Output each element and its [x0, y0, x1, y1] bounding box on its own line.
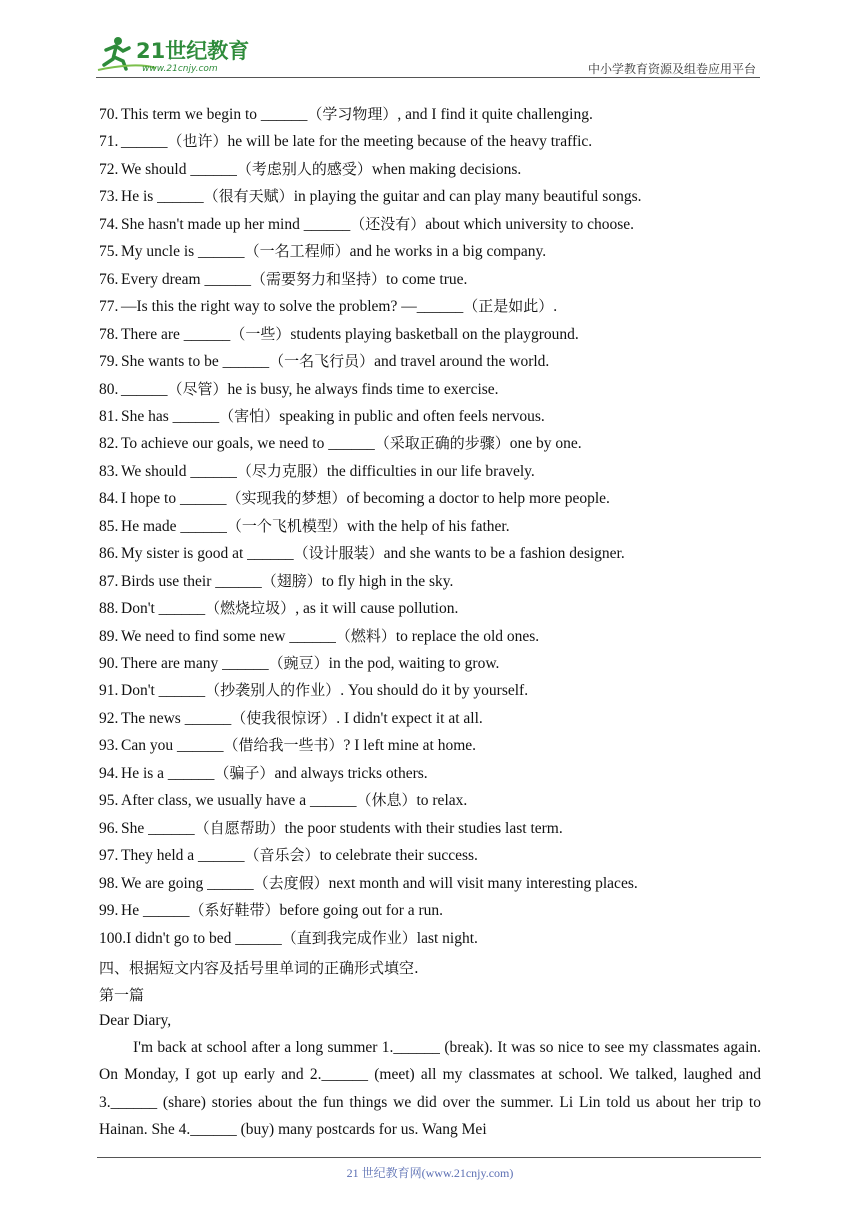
- question-number: 84.: [99, 490, 119, 508]
- question-number: 96.: [99, 819, 119, 837]
- chinese-hint: （实现我的梦想）: [226, 489, 347, 508]
- question-line: [99, 185, 642, 207]
- question-text-before: We are going ______: [121, 874, 254, 892]
- question-number: 97.: [99, 847, 119, 865]
- question-text-after: to replace the old ones.: [395, 627, 540, 645]
- question-number: 83.: [99, 462, 119, 480]
- question-text-after: speaking in public and often feels nervous.: [279, 407, 545, 425]
- question-text-after: and she wants to be a fashion designer.: [383, 545, 625, 563]
- question-text-before: She wants to be ______: [121, 353, 270, 371]
- question-text-before: My sister is good at ______: [121, 545, 294, 563]
- question-text-before: She hasn't made up her mind ______: [121, 215, 351, 233]
- question-text-before: We should ______: [121, 160, 237, 178]
- chinese-hint: （自愿帮助）: [194, 818, 285, 837]
- footer-divider: [97, 1157, 761, 1158]
- platform-label: 中小学教育资源及组卷应用平台: [587, 62, 756, 76]
- header-divider: [96, 77, 760, 78]
- question-text-before: He is ______: [121, 188, 204, 206]
- question-text-before: Birds use their ______: [121, 572, 262, 590]
- section-title: 四、根据短文内容及括号里单词的正确形式填空.: [99, 959, 419, 977]
- question-text-after: in the pod, waiting to grow.: [328, 655, 500, 672]
- chinese-hint: （很有天赋）: [203, 187, 294, 206]
- question-text-before: We need to find some new ______: [121, 627, 336, 645]
- chinese-hint: （需要努力和坚持）: [251, 269, 387, 288]
- question-line: [99, 652, 499, 674]
- question-number: 85.: [99, 517, 119, 535]
- question-line: [99, 432, 582, 454]
- chinese-hint: （尽管）: [167, 379, 228, 398]
- question-number: 70.: [99, 106, 119, 123]
- question-text-after: next month and will visit many interesting places.: [328, 874, 638, 892]
- question-text-before: We should ______: [121, 462, 237, 480]
- question-text-after: in playing the guitar and can play many beautiful songs.: [293, 188, 642, 206]
- chinese-hint: （尽力克服）: [236, 461, 327, 480]
- chinese-hint: （设计服装）: [293, 544, 384, 563]
- chinese-hint: （也许）: [167, 132, 228, 151]
- question-text-after: . I didn't expect it at all.: [336, 709, 483, 727]
- question-line: [99, 323, 579, 345]
- question-line: [99, 899, 443, 921]
- question-text-after: and travel around the world.: [374, 353, 550, 371]
- question-line: [99, 158, 521, 180]
- question-number: 73.: [99, 188, 119, 206]
- chinese-hint: （翅膀）: [261, 571, 322, 590]
- chinese-hint: （去度假）: [253, 873, 329, 892]
- page-footer: 21 世纪教育网(www.21cnjy.com): [346, 1166, 514, 1180]
- chinese-hint: （正是如此）: [463, 297, 554, 316]
- question-number: 93.: [99, 737, 119, 755]
- question-line: [99, 213, 634, 235]
- question-text-after: and always tricks others.: [274, 764, 428, 782]
- question-line: [99, 103, 593, 125]
- chinese-hint: （使我很惊讶）: [231, 708, 337, 727]
- question-text-after: to come true.: [386, 270, 468, 288]
- question-line: [99, 240, 546, 262]
- question-text-after: one by one.: [509, 435, 582, 453]
- chinese-hint: （燃料）: [335, 626, 396, 645]
- site-logo: [96, 34, 266, 74]
- svg-text:21世纪教育: 21世纪教育: [136, 39, 250, 63]
- question-line: [99, 844, 478, 866]
- question-number: 100.: [99, 929, 127, 947]
- question-line: [99, 542, 625, 564]
- question-text-before: I didn't go to bed ______: [126, 929, 282, 947]
- question-text-before: They held a ______: [121, 847, 245, 865]
- question-number: 90.: [99, 655, 119, 672]
- chinese-hint: （抄袭别人的作业）: [205, 681, 341, 700]
- question-text-before: Don't ______: [121, 682, 206, 700]
- question-number: 75.: [99, 243, 119, 261]
- chinese-hint: （一名飞行员）: [269, 352, 375, 371]
- question-text-after: the poor students with their studies last term.: [284, 819, 563, 837]
- chinese-hint: （还没有）: [350, 214, 426, 233]
- question-line: [99, 679, 528, 701]
- question-number: 77.: [99, 298, 119, 316]
- question-text-before: Can you ______: [121, 737, 224, 755]
- question-text-after: he is busy, he always finds time to exercise.: [227, 380, 499, 398]
- question-number: 82.: [99, 435, 119, 453]
- chinese-hint: （休息）: [356, 791, 417, 810]
- question-text-after: to celebrate their success.: [319, 847, 478, 865]
- question-line: [99, 927, 478, 949]
- question-line: [99, 130, 592, 152]
- question-text-after: when making decisions.: [371, 160, 522, 178]
- question-number: 91.: [99, 682, 119, 700]
- question-line: [99, 817, 563, 839]
- chinese-hint: （借给我一些书）: [223, 736, 344, 755]
- question-text-after: before going out for a run.: [279, 902, 444, 920]
- question-text-after: he will be late for the meeting because of the heavy traffic.: [227, 133, 593, 151]
- question-line: [99, 625, 539, 647]
- chinese-hint: （豌豆）: [268, 654, 329, 672]
- question-text-before: ______: [121, 380, 168, 398]
- runner-logo-icon: [96, 34, 266, 74]
- question-line: [99, 570, 453, 592]
- question-text-after: , as it will cause pollution.: [295, 600, 459, 618]
- chinese-hint: （害怕）: [219, 406, 280, 425]
- question-text-after: last night.: [416, 929, 478, 947]
- question-number: 99.: [99, 902, 119, 920]
- page-header: [96, 30, 760, 78]
- question-text-after: to relax.: [416, 792, 468, 810]
- question-text-after: , and I find it quite challenging.: [397, 106, 593, 123]
- chinese-hint: （考虑别人的感受）: [236, 159, 372, 178]
- question-number: 88.: [99, 600, 119, 618]
- question-text-before: She ______: [121, 819, 195, 837]
- question-text-before: I hope to ______: [121, 490, 227, 508]
- question-line: [99, 515, 510, 537]
- question-text-after: to fly high in the sky.: [321, 572, 454, 590]
- question-text-after: .: [553, 298, 558, 316]
- question-number: 79.: [99, 353, 119, 371]
- chinese-hint: （采取正确的步骤）: [374, 434, 510, 453]
- question-text-before: There are many ______: [121, 655, 269, 672]
- question-number: 74.: [99, 215, 119, 233]
- question-line: [99, 789, 467, 811]
- question-line: [99, 762, 428, 784]
- chinese-hint: （一些）: [230, 324, 291, 343]
- question-text-before: She has ______: [121, 407, 220, 425]
- chinese-hint: （一名工程师）: [244, 242, 350, 261]
- question-number: 81.: [99, 407, 119, 425]
- question-text-before: There are ______: [121, 325, 231, 343]
- chinese-hint: （系好鞋带）: [189, 901, 280, 920]
- question-text-after: the difficulties in our life bravely.: [326, 462, 535, 480]
- question-number: 86.: [99, 545, 119, 563]
- question-text-before: He is a ______: [121, 764, 215, 782]
- question-text-before: ______: [121, 133, 168, 151]
- chinese-hint: （骗子）: [214, 763, 275, 782]
- chinese-hint: （学习物理）: [307, 105, 398, 123]
- question-text-before: —Is this the right way to solve the problem? —______: [121, 298, 464, 316]
- diary-paragraph: I'm back at school after a long summer 1.______ (break). It was so nice to see my classmates again. On Monday, I got up early and 2.______ (meet) all my classmates at school. We talked, laughed and 3.______ (share) stories about the fun things we did over the summer. Li Lin told us about her trip to Hainan. She 4.______ (buy) many postcards for us. Wang Mei: [99, 1039, 761, 1139]
- question-text-before: Every dream ______: [121, 270, 251, 288]
- question-number: 72.: [99, 160, 119, 178]
- question-text-after: students playing basketball on the playground.: [290, 325, 579, 343]
- question-number: 98.: [99, 874, 119, 892]
- question-number: 76.: [99, 270, 119, 288]
- question-text-before: This term we begin to ______: [121, 106, 308, 123]
- question-text-after: ? I left mine at home.: [343, 737, 477, 755]
- question-text-before: He made ______: [121, 517, 227, 535]
- question-line: [99, 460, 535, 482]
- question-text-before: After class, we usually have a ______: [121, 792, 357, 810]
- chinese-hint: （一个飞机模型）: [226, 516, 347, 535]
- question-text-before: Don't ______: [121, 600, 206, 618]
- question-text-after: . You should do it by yourself.: [340, 682, 529, 700]
- question-line: [99, 378, 499, 400]
- question-number: 89.: [99, 627, 119, 645]
- svg-text:www.21cnjy.com: www.21cnjy.com: [142, 64, 218, 74]
- question-line: [99, 350, 549, 372]
- question-number: 92.: [99, 709, 119, 727]
- chinese-hint: （燃烧垃圾）: [205, 599, 296, 618]
- diary-greeting: Dear Diary,: [99, 1012, 172, 1029]
- question-text-before: The news ______: [121, 709, 232, 727]
- chinese-hint: （直到我完成作业）: [281, 928, 417, 947]
- question-text-after: about which university to choose.: [425, 215, 635, 233]
- question-number: 87.: [99, 572, 119, 590]
- question-line: [99, 707, 483, 729]
- question-line: [99, 295, 557, 317]
- question-number: 78.: [99, 325, 119, 343]
- question-number: 80.: [99, 380, 119, 398]
- question-text-after: of becoming a doctor to help more people.: [346, 490, 610, 508]
- question-number: 95.: [99, 792, 119, 810]
- question-text-after: with the help of his father.: [346, 517, 510, 535]
- question-text-before: My uncle is ______: [121, 243, 245, 261]
- question-line: [99, 734, 476, 756]
- question-line: [99, 405, 545, 427]
- question-text-after: and he works in a big company.: [349, 243, 547, 261]
- question-line: [99, 597, 458, 619]
- question-number: 71.: [99, 133, 119, 151]
- question-text-before: To achieve our goals, we need to ______: [121, 435, 375, 453]
- question-line: [99, 872, 638, 894]
- passage-label: 第一篇: [99, 986, 145, 1004]
- question-line: [99, 268, 467, 290]
- question-line: [99, 487, 610, 509]
- chinese-hint: （音乐会）: [244, 846, 320, 865]
- question-number: 94.: [99, 764, 119, 782]
- question-text-before: He ______: [121, 902, 190, 920]
